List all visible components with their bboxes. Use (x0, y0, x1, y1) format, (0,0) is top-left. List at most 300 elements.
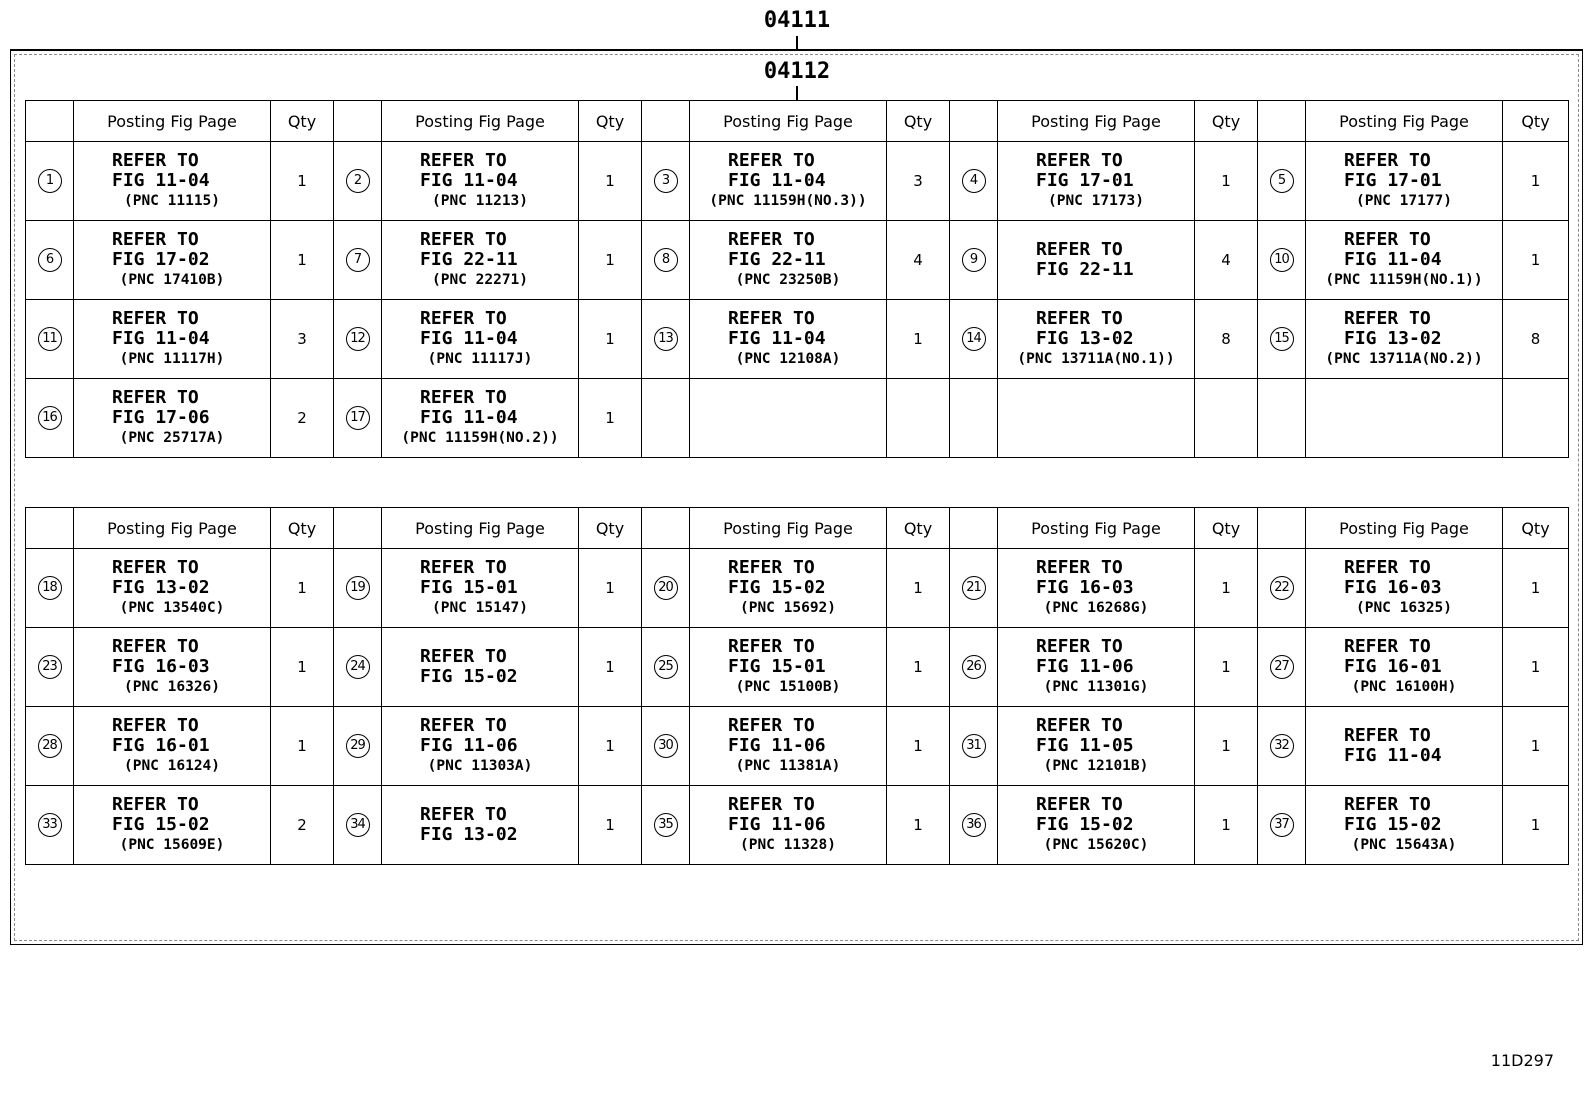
posting-fig-cell (74, 707, 271, 786)
refer-to-text: REFER TO (112, 794, 199, 815)
refer-to-text: REFER TO (1036, 794, 1123, 815)
qty-cell: 1 (1503, 142, 1569, 221)
item-number-cell (26, 549, 74, 628)
posting-fig-cell (74, 142, 271, 221)
item-number-circle: 33 (38, 813, 62, 837)
qty-cell (1503, 379, 1569, 458)
pnc-reference: (PNC 17177) (1355, 193, 1453, 209)
item-number-cell (642, 786, 690, 865)
refer-to-text: REFER TO (1036, 150, 1123, 171)
qty-cell: 1 (271, 549, 334, 628)
table-row (26, 221, 1569, 300)
header-qty: Qty (1195, 508, 1258, 549)
qty-cell: 1 (887, 707, 950, 786)
pnc-reference: (PNC 16100H) (1351, 679, 1457, 695)
table-row (26, 142, 1569, 221)
qty-cell: 1 (1503, 786, 1569, 865)
item-number-cell (1258, 300, 1306, 379)
item-number-circle: 20 (654, 576, 678, 600)
qty-cell: 1 (579, 707, 642, 786)
refer-to-text: REFER TO (1036, 239, 1123, 260)
posting-fig-cell (690, 300, 887, 379)
refer-to-text: REFER TO (728, 308, 815, 329)
table-row (26, 379, 1569, 458)
qty-cell: 3 (271, 300, 334, 379)
table-header-row (26, 508, 1569, 549)
item-number-cell (26, 379, 74, 458)
refer-to-text: REFER TO (112, 557, 199, 578)
item-number-circle: 24 (346, 655, 370, 679)
header-qty: Qty (887, 508, 950, 549)
item-number-cell (950, 300, 998, 379)
refer-to-text: REFER TO (728, 150, 815, 171)
posting-fig-cell (690, 221, 887, 300)
header-posting: Posting Fig Page (74, 508, 271, 549)
item-number-circle: 16 (38, 406, 62, 430)
assembly-label-outer: 04111 (763, 8, 831, 33)
refer-to-text: REFER TO (1344, 636, 1431, 657)
item-number-circle: 12 (346, 327, 370, 351)
item-number-cell (334, 221, 382, 300)
item-number-cell (642, 707, 690, 786)
fig-reference: FIG 11-04 (1344, 745, 1442, 766)
pnc-reference: (PNC 13711A(NO.2)) (1325, 351, 1483, 367)
item-number-circle: 35 (654, 813, 678, 837)
fig-reference: FIG 11-06 (728, 735, 826, 756)
fig-reference: FIG 22-11 (420, 249, 518, 270)
item-number-cell (334, 300, 382, 379)
pnc-reference: (PNC 12108A) (735, 351, 841, 367)
posting-fig-cell (382, 300, 579, 379)
header-num-cell (950, 508, 998, 549)
pnc-reference: (PNC 11303A) (427, 758, 533, 774)
item-number-cell (950, 142, 998, 221)
qty-cell: 1 (1195, 142, 1258, 221)
pnc-reference: (PNC 12101B) (1043, 758, 1149, 774)
table-row (26, 300, 1569, 379)
refer-to-text: REFER TO (1036, 557, 1123, 578)
item-number-circle: 17 (346, 406, 370, 430)
header-qty: Qty (887, 101, 950, 142)
refer-to-text: REFER TO (112, 229, 199, 250)
refer-to-text: REFER TO (420, 804, 507, 825)
header-num-cell (26, 101, 74, 142)
item-number-circle: 21 (962, 576, 986, 600)
fig-reference: FIG 16-03 (1344, 577, 1442, 598)
qty-cell: 1 (1195, 549, 1258, 628)
fig-reference: FIG 17-01 (1036, 170, 1134, 191)
item-number-circle: 29 (346, 734, 370, 758)
posting-fig-cell (1306, 379, 1503, 458)
posting-fig-cell (74, 300, 271, 379)
posting-fig-cell (1306, 707, 1503, 786)
posting-fig-cell (1306, 786, 1503, 865)
item-number-cell (26, 786, 74, 865)
qty-cell: 3 (887, 142, 950, 221)
fig-reference: FIG 15-02 (1344, 814, 1442, 835)
qty-cell: 1 (1503, 628, 1569, 707)
qty-cell: 1 (1195, 707, 1258, 786)
pnc-reference: (PNC 11115) (123, 193, 221, 209)
refer-to-text: REFER TO (1036, 308, 1123, 329)
fig-reference: FIG 15-02 (112, 814, 210, 835)
posting-fig-cell (74, 786, 271, 865)
item-number-circle: 34 (346, 813, 370, 837)
fig-reference: FIG 22-11 (728, 249, 826, 270)
item-number-circle: 28 (38, 734, 62, 758)
fig-reference: FIG 16-01 (112, 735, 210, 756)
refer-to-text: REFER TO (420, 150, 507, 171)
pnc-reference: (PNC 16124) (123, 758, 221, 774)
header-qty: Qty (1503, 101, 1569, 142)
item-number-circle: 31 (962, 734, 986, 758)
refer-to-text: REFER TO (112, 636, 199, 657)
pnc-reference: (PNC 25717A) (119, 430, 225, 446)
header-posting: Posting Fig Page (74, 101, 271, 142)
item-number-cell (642, 549, 690, 628)
item-number-circle: 18 (38, 576, 62, 600)
posting-fig-cell (382, 707, 579, 786)
item-number-cell (26, 707, 74, 786)
qty-cell: 8 (1195, 300, 1258, 379)
item-number-circle: 32 (1270, 734, 1294, 758)
posting-fig-cell (690, 628, 887, 707)
fig-reference: FIG 13-02 (1344, 328, 1442, 349)
item-number-cell (642, 628, 690, 707)
table-row (26, 549, 1569, 628)
qty-cell: 1 (579, 221, 642, 300)
pnc-reference: (PNC 17410B) (119, 272, 225, 288)
reference-table-2 (25, 507, 1569, 865)
item-number-cell (950, 707, 998, 786)
qty-cell: 1 (579, 549, 642, 628)
item-number-cell (950, 221, 998, 300)
fig-reference: FIG 17-06 (112, 407, 210, 428)
table-header-row (26, 101, 1569, 142)
item-number-cell (334, 628, 382, 707)
posting-fig-cell (1306, 549, 1503, 628)
item-number-circle: 3 (654, 169, 678, 193)
header-posting: Posting Fig Page (998, 101, 1195, 142)
header-posting: Posting Fig Page (690, 101, 887, 142)
qty-cell: 1 (579, 142, 642, 221)
qty-cell: 1 (579, 786, 642, 865)
posting-fig-cell (382, 221, 579, 300)
drawing-code: 11D297 (1490, 1051, 1554, 1070)
posting-fig-cell (998, 786, 1195, 865)
qty-cell: 1 (887, 549, 950, 628)
header-posting: Posting Fig Page (1306, 101, 1503, 142)
refer-to-text: REFER TO (420, 646, 507, 667)
posting-fig-cell (690, 786, 887, 865)
fig-reference: FIG 11-04 (420, 328, 518, 349)
header-qty: Qty (1195, 101, 1258, 142)
posting-fig-cell (1306, 221, 1503, 300)
leader-line-inner (796, 86, 798, 101)
posting-fig-cell (998, 707, 1195, 786)
pnc-reference: (PNC 15100B) (735, 679, 841, 695)
fig-reference: FIG 16-01 (1344, 656, 1442, 677)
fig-reference: FIG 11-05 (1036, 735, 1134, 756)
item-number-circle: 36 (962, 813, 986, 837)
refer-to-text: REFER TO (112, 715, 199, 736)
refer-to-text: REFER TO (420, 229, 507, 250)
refer-to-text: REFER TO (420, 715, 507, 736)
fig-reference: FIG 11-04 (420, 407, 518, 428)
table-row (26, 786, 1569, 865)
qty-cell (887, 379, 950, 458)
pnc-reference: (PNC 11213) (431, 193, 529, 209)
qty-cell: 1 (579, 300, 642, 379)
header-posting: Posting Fig Page (1306, 508, 1503, 549)
fig-reference: FIG 16-03 (112, 656, 210, 677)
fig-reference: FIG 11-04 (728, 328, 826, 349)
refer-to-text: REFER TO (420, 557, 507, 578)
fig-reference: FIG 11-04 (112, 328, 210, 349)
header-num-cell (26, 508, 74, 549)
qty-cell: 1 (271, 221, 334, 300)
pnc-reference: (PNC 11159H(NO.3)) (709, 193, 867, 209)
refer-to-text: REFER TO (1036, 636, 1123, 657)
item-number-cell (1258, 786, 1306, 865)
item-number-cell (26, 300, 74, 379)
posting-fig-cell (382, 142, 579, 221)
refer-to-text: REFER TO (1344, 308, 1431, 329)
item-number-circle: 37 (1270, 813, 1294, 837)
fig-reference: FIG 15-02 (1036, 814, 1134, 835)
qty-cell: 4 (1195, 221, 1258, 300)
header-num-cell (1258, 101, 1306, 142)
item-number-circle: 9 (962, 248, 986, 272)
pnc-reference: (PNC 15692) (739, 600, 837, 616)
posting-fig-cell (382, 379, 579, 458)
fig-reference: FIG 15-02 (728, 577, 826, 598)
pnc-reference: (PNC 11301G) (1043, 679, 1149, 695)
item-number-cell (26, 628, 74, 707)
item-number-cell (950, 379, 998, 458)
refer-to-text: REFER TO (420, 308, 507, 329)
qty-cell (1195, 379, 1258, 458)
qty-cell: 1 (1503, 549, 1569, 628)
item-number-cell (1258, 379, 1306, 458)
header-posting: Posting Fig Page (998, 508, 1195, 549)
posting-fig-cell (74, 628, 271, 707)
posting-fig-cell (998, 628, 1195, 707)
header-qty: Qty (579, 101, 642, 142)
pnc-reference: (PNC 15609E) (119, 837, 225, 853)
item-number-cell (26, 142, 74, 221)
fig-reference: FIG 11-06 (1036, 656, 1134, 677)
posting-fig-cell (382, 786, 579, 865)
pnc-reference: (PNC 15620C) (1043, 837, 1149, 853)
posting-fig-cell (74, 379, 271, 458)
item-number-cell (950, 628, 998, 707)
header-num-cell (334, 101, 382, 142)
posting-fig-cell (998, 300, 1195, 379)
item-number-cell (334, 549, 382, 628)
qty-cell: 8 (1503, 300, 1569, 379)
fig-reference: FIG 15-01 (728, 656, 826, 677)
refer-to-text: REFER TO (1344, 229, 1431, 250)
fig-reference: FIG 11-06 (420, 735, 518, 756)
qty-cell: 1 (1503, 221, 1569, 300)
refer-to-text: REFER TO (112, 150, 199, 171)
item-number-circle: 1 (38, 169, 62, 193)
qty-cell: 2 (271, 786, 334, 865)
pnc-reference: (PNC 16325) (1355, 600, 1453, 616)
posting-fig-cell (382, 549, 579, 628)
item-number-circle: 23 (38, 655, 62, 679)
item-number-cell (334, 379, 382, 458)
refer-to-text: REFER TO (112, 308, 199, 329)
pnc-reference: (PNC 15643A) (1351, 837, 1457, 853)
posting-fig-cell (74, 549, 271, 628)
qty-cell: 4 (887, 221, 950, 300)
leader-line-outer (796, 36, 798, 50)
pnc-reference: (PNC 11159H(NO.1)) (1325, 272, 1483, 288)
pnc-reference: (PNC 16268G) (1043, 600, 1149, 616)
header-posting: Posting Fig Page (382, 101, 579, 142)
refer-to-text: REFER TO (1344, 557, 1431, 578)
item-number-circle: 8 (654, 248, 678, 272)
refer-to-text: REFER TO (728, 557, 815, 578)
item-number-circle: 11 (38, 327, 62, 351)
header-qty: Qty (271, 508, 334, 549)
qty-cell: 1 (1195, 628, 1258, 707)
posting-fig-cell (998, 379, 1195, 458)
item-number-circle: 22 (1270, 576, 1294, 600)
fig-reference: FIG 17-01 (1344, 170, 1442, 191)
pnc-reference: (PNC 11159H(NO.2)) (401, 430, 559, 446)
fig-reference: FIG 11-04 (1344, 249, 1442, 270)
fig-reference: FIG 15-01 (420, 577, 518, 598)
posting-fig-cell (74, 221, 271, 300)
header-qty: Qty (1503, 508, 1569, 549)
item-number-circle: 30 (654, 734, 678, 758)
item-number-circle: 2 (346, 169, 370, 193)
item-number-circle: 25 (654, 655, 678, 679)
refer-to-text: REFER TO (728, 636, 815, 657)
item-number-cell (1258, 628, 1306, 707)
pnc-reference: (PNC 22271) (431, 272, 529, 288)
pnc-reference: (PNC 13540C) (119, 600, 225, 616)
item-number-cell (1258, 549, 1306, 628)
pnc-reference: (PNC 11328) (739, 837, 837, 853)
posting-fig-cell (1306, 300, 1503, 379)
item-number-cell (642, 379, 690, 458)
posting-fig-cell (382, 628, 579, 707)
item-number-cell (950, 786, 998, 865)
header-qty: Qty (271, 101, 334, 142)
fig-reference: FIG 11-04 (112, 170, 210, 191)
qty-cell: 1 (1195, 786, 1258, 865)
fig-reference: FIG 22-11 (1036, 259, 1134, 280)
refer-to-text: REFER TO (1344, 725, 1431, 746)
header-num-cell (1258, 508, 1306, 549)
refer-to-text: REFER TO (728, 794, 815, 815)
fig-reference: FIG 11-06 (728, 814, 826, 835)
qty-cell: 1 (887, 786, 950, 865)
item-number-circle: 27 (1270, 655, 1294, 679)
item-number-cell (26, 221, 74, 300)
item-number-circle: 6 (38, 248, 62, 272)
posting-fig-cell (998, 221, 1195, 300)
posting-fig-cell (1306, 142, 1503, 221)
item-number-cell (950, 549, 998, 628)
qty-cell: 1 (887, 628, 950, 707)
header-posting: Posting Fig Page (690, 508, 887, 549)
fig-reference: FIG 13-02 (420, 824, 518, 845)
pnc-reference: (PNC 23250B) (735, 272, 841, 288)
qty-cell: 2 (271, 379, 334, 458)
qty-cell: 1 (1503, 707, 1569, 786)
posting-fig-cell (690, 142, 887, 221)
assembly-label-inner: 04112 (763, 59, 831, 84)
item-number-cell (334, 142, 382, 221)
qty-cell: 1 (271, 142, 334, 221)
item-number-cell (642, 142, 690, 221)
refer-to-text: REFER TO (1344, 150, 1431, 171)
pnc-reference: (PNC 11117H) (119, 351, 225, 367)
reference-table-1 (25, 100, 1569, 458)
header-num-cell (334, 508, 382, 549)
item-number-circle: 15 (1270, 327, 1294, 351)
item-number-cell (1258, 707, 1306, 786)
refer-to-text: REFER TO (420, 387, 507, 408)
item-number-cell (1258, 221, 1306, 300)
pnc-reference: (PNC 17173) (1047, 193, 1145, 209)
item-number-circle: 13 (654, 327, 678, 351)
fig-reference: FIG 11-04 (728, 170, 826, 191)
item-number-circle: 7 (346, 248, 370, 272)
posting-fig-cell (690, 379, 887, 458)
item-number-cell (334, 707, 382, 786)
fig-reference: FIG 16-03 (1036, 577, 1134, 598)
pnc-reference: (PNC 13711A(NO.1)) (1017, 351, 1175, 367)
table-row (26, 707, 1569, 786)
posting-fig-cell (998, 549, 1195, 628)
item-number-circle: 10 (1270, 248, 1294, 272)
fig-reference: FIG 17-02 (112, 249, 210, 270)
refer-to-text: REFER TO (1344, 794, 1431, 815)
header-qty: Qty (579, 508, 642, 549)
item-number-circle: 14 (962, 327, 986, 351)
pnc-reference: (PNC 11381A) (735, 758, 841, 774)
fig-reference: FIG 13-02 (1036, 328, 1134, 349)
posting-fig-cell (690, 549, 887, 628)
fig-reference: FIG 11-04 (420, 170, 518, 191)
refer-to-text: REFER TO (728, 229, 815, 250)
qty-cell: 1 (887, 300, 950, 379)
refer-to-text: REFER TO (728, 715, 815, 736)
item-number-cell (642, 221, 690, 300)
item-number-cell (334, 786, 382, 865)
fig-reference: FIG 13-02 (112, 577, 210, 598)
pnc-reference: (PNC 15147) (431, 600, 529, 616)
table-row (26, 628, 1569, 707)
header-num-cell (642, 101, 690, 142)
pnc-reference: (PNC 16326) (123, 679, 221, 695)
item-number-circle: 19 (346, 576, 370, 600)
item-number-circle: 26 (962, 655, 986, 679)
fig-reference: FIG 15-02 (420, 666, 518, 687)
item-number-circle: 5 (1270, 169, 1294, 193)
item-number-cell (642, 300, 690, 379)
header-posting: Posting Fig Page (382, 508, 579, 549)
item-number-circle: 4 (962, 169, 986, 193)
refer-to-text: REFER TO (112, 387, 199, 408)
header-num-cell (950, 101, 998, 142)
